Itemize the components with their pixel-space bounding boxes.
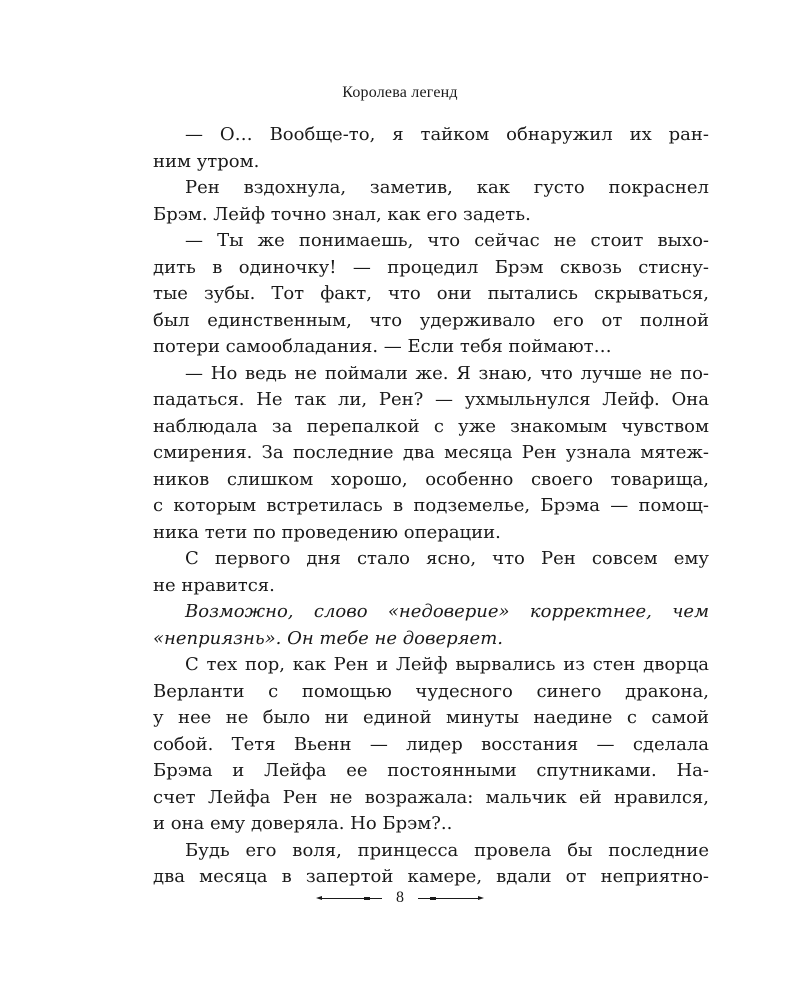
text-line: и она ему доверяла. Но Брэм?..	[153, 813, 453, 834]
text-line: два месяца в запертой камере, вдали от неприятно-	[153, 866, 709, 887]
page-folio	[0, 886, 800, 910]
page-number: 8	[396, 889, 404, 906]
text-line: смирения. За последние два месяца Рен узнала мятеж-	[153, 442, 709, 463]
text-line: Верланти с помощью чудесного синего дракона,	[153, 680, 709, 702]
text-line: — Но ведь не поймали же. Я знаю, что лучше не по-	[185, 362, 709, 384]
text-line: падаться. Не так ли, Рен? — ухмыльнулся Лейф. Она	[153, 389, 709, 410]
text-line: ников слишком хорошо, особенно своего товарища,	[153, 468, 709, 490]
text-line: наблюдала за перепалкой с уже знакомым чувством	[153, 415, 709, 437]
text-line: тые зубы. Тот факт, что они пытались скрываться,	[153, 283, 709, 304]
folio-ornament-left	[320, 898, 382, 899]
text-line: — О… Вообще-то, я тайком обнаружил их ран-	[185, 124, 709, 145]
text-line: Брэма и Лейфа ее постоянными спутниками. На-	[153, 760, 709, 781]
text-line: был единственным, что удерживало его от полной	[153, 309, 709, 331]
text-line: ним утром.	[153, 150, 260, 172]
text-line: С тех пор, как Рен и Лейф вырвались из стен дворца	[185, 654, 709, 675]
text-line: не нравится.	[153, 574, 275, 596]
text-line: у нее не было ни единой минуты наедине с самой	[153, 707, 709, 728]
text-line: Будь его воля, принцесса провела бы последние	[185, 839, 709, 861]
text-line: Рен вздохнула, заметив, как густо покраснел	[185, 177, 709, 198]
text-line: Возможно, слово «недоверие» корректнее, чем	[185, 601, 709, 622]
folio-ornament-right	[418, 898, 480, 899]
text-line: с которым встретилась в подземелье, Брэма — помощ-	[153, 495, 709, 516]
text-line: ника тети по проведению операции.	[153, 521, 501, 543]
text-line: собой. Тетя Вьенн — лидер восстания — сделала	[153, 733, 709, 755]
text-line: — Ты же понимаешь, что сейчас не стоит выхо-	[185, 230, 709, 251]
text-line: потери самообладания. — Если тебя поймают…	[153, 336, 612, 357]
text-line: «неприязнь». Он тебе не доверяет.	[153, 627, 503, 649]
text-line: С первого дня стало ясно, что Рен совсем ему	[185, 548, 709, 569]
body-text	[153, 122, 709, 891]
text-line: Брэм. Лейф точно знал, как его задеть.	[153, 203, 531, 225]
running-head: Королева легенд	[342, 84, 458, 101]
text-line: дить в одиночку! — процедил Брэм сквозь стисну-	[153, 256, 709, 278]
text-line: счет Лейфа Рен не возражала: мальчик ей нравился,	[153, 786, 709, 808]
